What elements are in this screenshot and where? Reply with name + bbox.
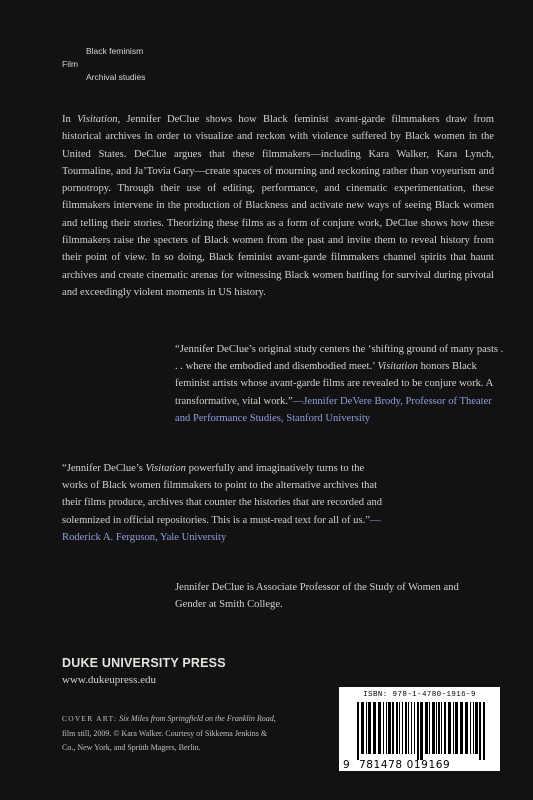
- barcode-bar: [366, 702, 367, 754]
- description-body: , Jennifer DeClue shows how Black feminist avant-garde filmmakers draw from historical archives in order to visualize and reckon with violence suffered by Black women in the United States. DeClue argues that these filmmakers—including Kara Walker, Kara Lynch, Tourmaline, and Ja’Tovia Gary—create spaces of mourning and reckoning rather than voyeurism and pornotropy. Through their use of editing, performance, and cinematic experimentation, these filmmakers intervene in the production of Blackness and activate new ways of seeing Black women and telling their stories. Theorizing these films as a form of conjure work, DeClue shows how these filmmakers raise the specters of Black women from the past and invite them to reveal history from their point of view. In so doing, Black feminist avant-garde filmmakers channel spirits that haunt archives and create cinematic arenas for witnessing Black women battling for survival during pivotal and exceedingly violent moments in US history.: [62, 114, 494, 298]
- blurb1-attribution: —Jennifer DeVere Brody, Professor of Theater and Performance Studies, Stanford University: [175, 395, 492, 424]
- barcode-bar: [357, 702, 359, 760]
- cover-art-credit: [62, 712, 282, 756]
- barcode-bars: [353, 702, 488, 760]
- barcode-bar: [483, 702, 485, 760]
- barcode-bar: [432, 702, 435, 754]
- barcode-bar: [438, 702, 440, 754]
- cover-art-label: COVER ART:: [62, 714, 118, 723]
- isbn-text: ISBN: 978-1-4780-1916-9: [363, 691, 476, 699]
- barcode-bar: [444, 702, 446, 754]
- book-description: [62, 111, 494, 301]
- description-title: Visitation: [77, 114, 118, 125]
- blurb2-attribution: —Roderick A. Ferguson, Yale University: [62, 514, 381, 543]
- barcode-bar: [473, 702, 474, 754]
- blurb1-pre: “Jennifer DeClue’s original study centers the ‘shifting ground of many pasts . . . where the embodied and disembodied meet.’: [175, 344, 504, 373]
- subject-black-feminism: Black feminism: [86, 46, 144, 56]
- endorsement-ferguson: [62, 460, 392, 546]
- barcode-bar: [475, 702, 478, 754]
- blurb2-pre: “Jennifer DeClue’s: [62, 463, 146, 474]
- barcode-bar: [448, 702, 451, 754]
- barcode-bar: [417, 702, 419, 760]
- description-intro: In: [62, 114, 78, 125]
- blurb2-post: powerfully and imaginatively turns to the works of Black women filmmakers to point to the alternative archives that their films produce, archives that counter the histories that are recorded and solemnized in official repositories. This is a must-read text for all of us.”: [62, 463, 383, 526]
- barcode-bar: [386, 702, 387, 754]
- barcode-bar: [465, 702, 468, 754]
- barcode-bar: [396, 702, 398, 754]
- barcode-bar: [388, 702, 391, 754]
- barcode-bar: [414, 702, 415, 754]
- barcode-bar: [378, 702, 381, 754]
- endorsement-brody: [175, 341, 505, 427]
- barcode-bar: [383, 702, 384, 754]
- cover-art-title: Six Miles from Springfield on the Franklin Road: [119, 714, 274, 723]
- barcode-bar: [411, 702, 412, 754]
- barcode-bar: [429, 702, 430, 754]
- barcode-bar: [436, 702, 437, 754]
- barcode-bar: [420, 702, 423, 760]
- author-bio: Jennifer DeClue is Associate Professor of the Study of Women and Gender at Smith College.: [175, 582, 459, 611]
- barcode-bar: [470, 702, 471, 754]
- publisher-website: www.dukeupress.edu: [62, 674, 156, 686]
- barcode-bar: [455, 702, 458, 754]
- blurb1-post: honors Black feminist artists whose avant-garde films are revealed to be conjure work. A transformative, vital work.”: [175, 361, 493, 407]
- blurb1-title: Visitation: [377, 361, 418, 373]
- subject-archival-studies: Archival studies: [86, 72, 146, 82]
- barcode-bar: [408, 702, 409, 754]
- barcode-bar: [392, 702, 394, 754]
- barcode-bar: [425, 702, 428, 754]
- barcode-bar: [405, 702, 407, 754]
- cover-art-text: , film still, 2009. © Kara Walker. Courtesy of Sikkema Jenkins & Co., New York, and Sprüth Magers, Berlin.: [62, 714, 276, 752]
- subject-categories: [62, 45, 146, 84]
- subject-film: Film: [62, 59, 79, 69]
- barcode-bar: [479, 702, 481, 760]
- barcode-bar: [373, 702, 376, 754]
- publisher-name: DUKE UNIVERSITY PRESS: [62, 656, 226, 670]
- barcode-bar: [402, 702, 403, 754]
- barcode-bar: [453, 702, 454, 754]
- barcode-bar: [460, 702, 463, 754]
- blurb2-title: Visitation: [145, 463, 186, 474]
- barcode-first-digit: 9: [343, 759, 351, 771]
- barcode-bar: [441, 702, 442, 754]
- barcode-bar: [368, 702, 371, 754]
- barcode-bar: [361, 702, 364, 754]
- barcode-bar: [399, 702, 400, 754]
- barcode-digit-groups: 781478 019169: [359, 759, 451, 771]
- isbn-barcode: [339, 687, 500, 771]
